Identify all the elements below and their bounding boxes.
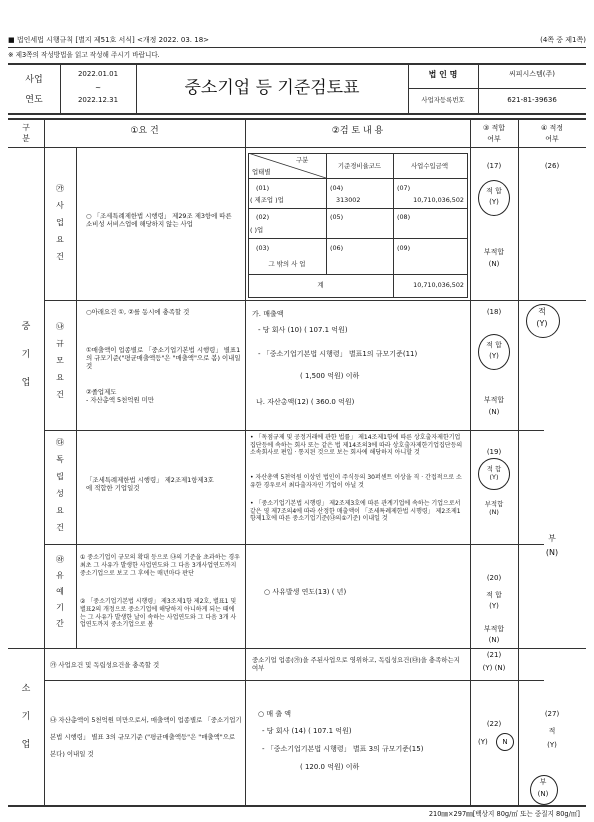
row-b-fit-no-label: 부적합 (N) [483, 396, 505, 416]
row-d-fit-no: (20) [486, 574, 502, 582]
regulation-text: ■ 법인세법 시행규칙 [별지 제51호 서식] <개정 2022. 03. 18> [8, 36, 210, 44]
row-d-review: ○ 사유발생 연도(13) ( 년) [264, 588, 347, 596]
row-f-requirement: ㉯ 자산총액이 5천억원 미만으로서, 매출액이 업종별로 「중소기업기본법 시행령」 별표 3의 규모기준 ("평균매출액등"은 "매출액"으로 본다) 이내일 것 [50, 716, 242, 758]
row-c-label: ㉰ 독 립 성 요 건 [56, 438, 64, 532]
row-c-fit-yes: 적 합 (Y) [486, 465, 502, 482]
title-bottom-border [8, 113, 586, 115]
section-divider [8, 648, 586, 649]
r1-n2: (04) [330, 184, 344, 192]
col-code-header: 기준경비율코드 [337, 162, 382, 170]
row-f-fit-n: N [502, 738, 508, 746]
row-f-rev-line2: - 「중소기업기본법 시행령」 별표 3의 규모기준(15) [262, 745, 424, 753]
row-divider [44, 430, 544, 431]
row-c-item3: • 「중소기업기본법 시행령」 제2조제3호에 따른 관계기업에 속하는 기업으로서 같은 영 제7조의4에 따라 산정한 매출액이 「조세특례제한법 시행령」 제2조제1항제1호에 따른 중소기업기준(㉯의①기준) 이내일 것 [250, 500, 461, 523]
period-end: 2022.12.31 [77, 96, 119, 104]
row-f-rev-title: ○ 매 출 액 [258, 710, 292, 718]
r1-code: 313002 [336, 196, 361, 204]
col-fit4: ④ 적정 여부 [540, 124, 564, 143]
table-header-div: 구분 [296, 156, 309, 164]
reg-no-label: 사업자등록번호 [421, 96, 465, 104]
col-divider [245, 118, 246, 805]
row-b-req2: ①매출액이 업종별로 「중소기업기본법 시행령」 별표1의 규모기준("평균매출액등"은 "매출액"으로 봄) 이내일 것 [86, 346, 241, 371]
r1-type: ( 제조업 )업 [250, 196, 284, 204]
r1-n3: (07) [397, 184, 411, 192]
row-e-fit-no: (21) [486, 651, 502, 659]
divider [248, 178, 467, 179]
row-a-fit-no-label: 부적합 (N) [483, 248, 505, 268]
row-c-item1: • 「독점규제 및 공정거래에 관한 법률」 제14조제1항에 따른 상호출자제한기업집단등에 속하는 회사 또는 같은 법 제14조의3에 따라 상호출자제한기업집단등의 소속회사로 편입 · 통지된 것으로 보는 회사에 해당하지 아니할 것 [250, 434, 463, 457]
row-c-requirement: 「조세특례제한법 시행령」 제2조제1항제3호에 적합한 기업일것 [86, 476, 214, 493]
row-b-req1: ○아래요건 ①, ②를 동시에 충족할 것 [86, 308, 190, 316]
row-e-col4-no-label: 부 (N) [537, 778, 549, 798]
row-b-rev-line2: - 「중소기업기본법 시행령」 별표1의 규모기준(11) [258, 350, 418, 358]
table-header-biz: 업태별 [252, 168, 271, 176]
table-top-border [8, 118, 586, 120]
row-e-review: 중소기업 업종(㉮)을 주된사업으로 영위하고, 독립성요건(㉰)을 충족하는지 여부 [252, 656, 460, 673]
title-top-border [8, 63, 586, 65]
r3-n2: (06) [330, 244, 344, 252]
period-start: 2022.01.01 [77, 70, 119, 78]
divider [408, 88, 586, 89]
row-b-asset-line: 나. 자산총액(12) ( 360.0 억원) [256, 398, 355, 406]
row-d-req1: ① 중소기업이 규모의 확대 등으로 ㉯의 기준을 초과하는 경우 최초 그 사유가 발생한 사업연도와 그 다음 3개사업연도까지 중소기업으로 보고 그 후에는 매년마다 판단 [80, 554, 240, 577]
row-f-fit-y: (Y) [478, 738, 488, 746]
r2-n2: (05) [330, 213, 344, 221]
row-b-label: ㉯ 규 모 요 건 [56, 322, 64, 399]
page-info: (4쪽 중 제1쪽) [540, 36, 586, 44]
r2-n3: (08) [397, 213, 411, 221]
row-d-req2: ② 「중소기업기본법 시행령」 제3조제1항 제2호, 별표1 및 별표2의 개정으로 중소기업에 해당하지 아니하게 되는 때에는 그 사유가 발생한 날이 속하는 사업연도와 그 다음 3개 사업연도까지 중소기업으로 봄 [80, 598, 237, 629]
r3-n3: (09) [397, 244, 411, 252]
total-rev: 10,710,036,502 [413, 281, 464, 289]
r1-n1: (01) [256, 184, 270, 192]
row-e-col4-yes: 적 (Y) [547, 727, 557, 749]
col-divider [518, 118, 519, 805]
divider [248, 208, 467, 209]
row-b-req3: ②졸업제도 - 자산총액 5천억원 미만 [86, 388, 155, 405]
r3-type: 그 밖의 사 업 [268, 260, 306, 268]
divider [326, 153, 327, 274]
row-c-fit-no-label: 부적합 (N) [484, 500, 504, 517]
divider [393, 153, 394, 297]
instruction-text: ※ 제3쪽의 작성방법을 읽고 작성해 주시기 바랍니다. [8, 51, 160, 59]
corp-name: 씨피시스템(주) [508, 70, 556, 78]
divider [248, 274, 467, 275]
row-divider [44, 300, 586, 301]
row-divider [44, 544, 544, 545]
row-d-fit-no-label: 부적합 (N) [483, 625, 505, 644]
row-a-col4-no: (26) [544, 162, 560, 170]
section-small: 소 기 업 [21, 684, 31, 750]
reg-no: 621-81-39636 [507, 96, 557, 104]
row-b-rev-line1: - 당 회사 (10) ( 107.1 억원) [258, 326, 348, 334]
row-f-rev-line1: - 당 회사 (14) ( 107.1 억원) [262, 727, 352, 735]
col-fit3: ③ 적합 여부 [482, 124, 506, 143]
divider [248, 238, 467, 239]
row-b-col4: 적 (Y) [536, 307, 548, 328]
corp-name-label: 법 인 명 [428, 70, 458, 79]
row-e-fit-yn: (Y) (N) [482, 664, 506, 672]
row-e-col4-no: (27) [544, 710, 560, 718]
row-b-rev-title: 가. 매출액 [252, 310, 284, 318]
row-d-label: ㉱ 유 예 기 간 [56, 555, 64, 628]
row-a-fit-no: (17) [486, 162, 502, 170]
r2-n1: (02) [256, 213, 270, 221]
row-c-item2: • 자산총액 5천억원 이상인 법인이 주식등의 30퍼센트 이상을 직 · 간접적으로 소유한 경우로서 최다출자자인 기업이 아닐 것 [250, 474, 462, 489]
row-b-rev-line3: ( 1,500 억원) 이하 [300, 372, 360, 380]
col-revenue-header: 사업수입금액 [410, 162, 449, 170]
divider [8, 47, 586, 48]
col-division: 구 분 [22, 123, 30, 143]
row-f-rev-line3: ( 120.0 억원) 이하 [300, 763, 360, 771]
document-title: 중소기업 등 기준검토표 [184, 78, 360, 98]
row-b-fit-no: (18) [486, 308, 502, 316]
header-bottom-border [8, 147, 586, 148]
col-divider [76, 147, 77, 648]
footer-paper-spec: 210㎜×297㎜[백상지 80g/㎡ 또는 중질지 80g/㎡] [428, 810, 580, 818]
total-label: 계 [317, 281, 324, 289]
period-tilde: ~ [95, 84, 101, 92]
row-f-fit-no: (22) [486, 720, 502, 728]
row-a-fit-yes: 적 합 (Y) [486, 187, 502, 206]
row-a-requirement: ○ 「조세특례제한법 시행령」 제29조 제3항에 따른 소비성 서비스업에 해당하지 않는 사업 [86, 212, 232, 229]
r1-rev: 10,710,036,502 [413, 196, 464, 204]
row-e-requirement: ㉮ 사업요건 및 독립성요건을 충족할 것 [50, 661, 160, 669]
row-a-label: ㉮ 사 업 요 건 [56, 184, 64, 261]
section-sme: 중 기 업 [21, 322, 31, 388]
r2-type: ( )업 [250, 226, 264, 234]
period-label: 사업 연도 [25, 75, 43, 105]
col-divider [44, 118, 45, 805]
row-divider [44, 680, 544, 681]
table-bottom-border [8, 805, 586, 807]
col-divider [470, 118, 471, 805]
col-requirements: ①요 건 [130, 126, 159, 136]
col-review: ②검 토 내 용 [331, 126, 384, 136]
row-c-col4: 부 (N) [545, 534, 559, 557]
row-c-fit-no: (19) [486, 448, 502, 456]
row-d-fit-yes: 적 합 (Y) [486, 591, 502, 610]
r3-n1: (03) [256, 244, 270, 252]
row-b-fit-yes: 적 합 (Y) [486, 341, 502, 360]
